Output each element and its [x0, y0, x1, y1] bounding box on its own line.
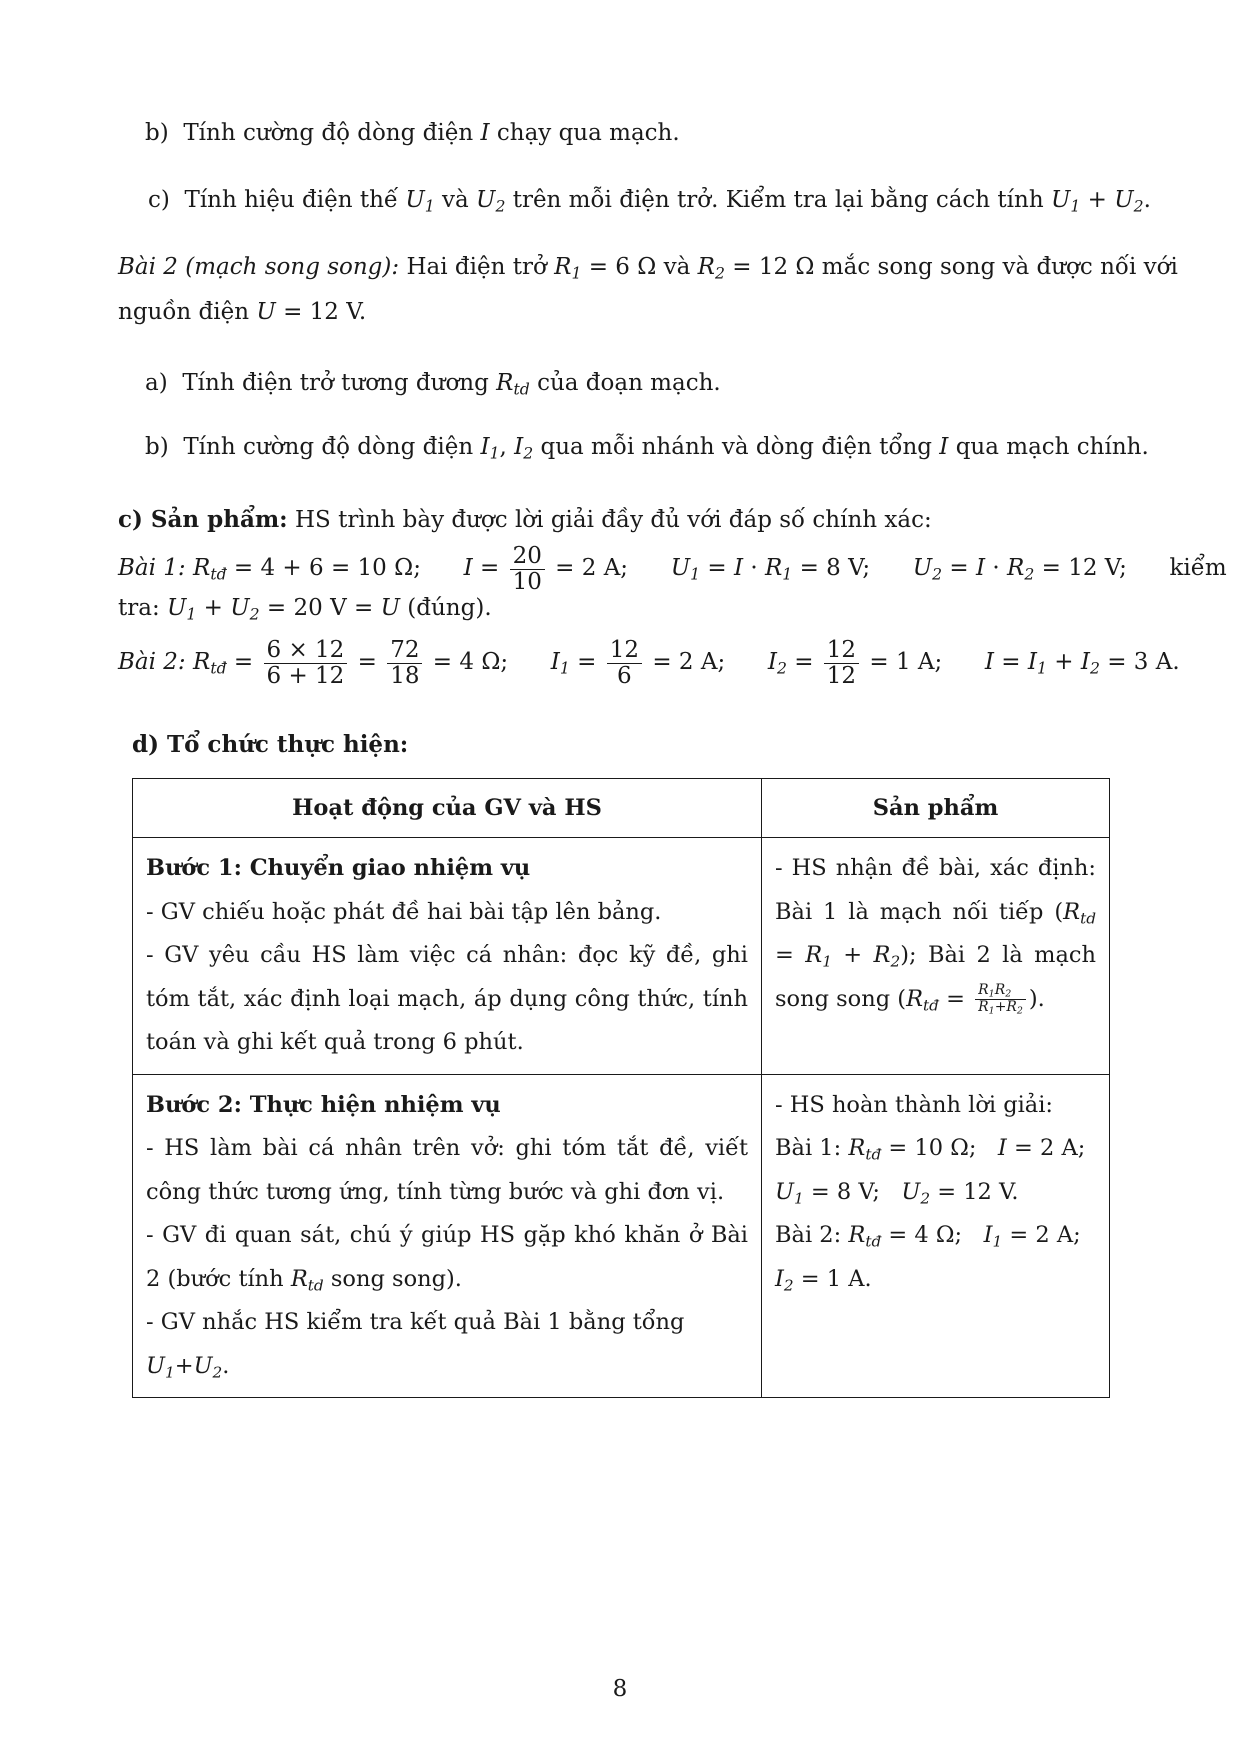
product-heading-line: [118, 505, 932, 535]
product-bai1-check-c: (đúng).: [407, 595, 492, 621]
ex2-intro-line2: nguồn điện U = 12 V.: [118, 299, 367, 325]
ex1-b-label: b): [145, 120, 169, 146]
product-bai2-rtd-res: = 4 Ω;: [432, 649, 509, 675]
product-bai1-check-b: = 20 V =: [266, 595, 374, 621]
product-bai1-u2: = 12 V;: [1041, 555, 1127, 581]
product-bai2-i1-res: = 2 A;: [652, 649, 726, 675]
product-bai1-line1: Bài 1: $R_{tđ} = 4 + 6 = 10$ Ω; I = $\frac{20}{10}$ = 2 A; $U_1 = I \cdot R_1 = 8$ V; $U_2 = I \cdot R_2 = 12$ V; kiểm: [118, 542, 1227, 595]
product-bai2-frac2: $\frac{72}{18}$: [387, 638, 422, 689]
ex2-a-text: Tính điện trở tương đương: [182, 370, 489, 396]
step2-line2-text: - GV đi quan sát, chú ý giúp HS gặp khó khăn ở Bài 2 (bước tính: [146, 1222, 748, 1292]
step2-line3-text: - GV nhắc HS kiểm tra kết quả Bài 1 bằng tổng: [146, 1309, 685, 1335]
product-bai2-frac1: $\frac{6 \times 12}{6 + 12}$: [264, 638, 348, 689]
product-bai1-check-a: tra:: [118, 595, 160, 621]
ex1-part-c: c) Tính hiệu điện thế $U_1$ và $U_2$ trên mỗi điện trở. Kiểm tra lại bằng cách tính $U_1 + U_2$.: [148, 187, 1151, 216]
step2-p-rtd1: = 10 Ω;: [888, 1135, 977, 1161]
step1-product-cell: [762, 838, 1110, 1075]
product-heading: c) Sản phẩm:: [118, 506, 288, 533]
step1-title: Bước 1: Chuyển giao nhiệm vụ: [146, 855, 531, 881]
product-bai2-i2-frac: $\frac{12}{12}$: [824, 638, 859, 689]
step1-parallel-formula: $\frac{R_1R_2}{R_1+R_2}$: [975, 983, 1026, 1016]
step2-product: - HS hoàn thành lời giải: Bài 1: $R_{tđ} = 10$ Ω; I = 2 A; $U_1 = 8$ V; $U_2 = 12$ V. Bài 2: $R_{tđ} = 4$ Ω; $I_1 = 2$ A; $I_2 = 1$ A.: [763, 1076, 1108, 1310]
ex1-b-tail: chạy qua mạch.: [496, 120, 680, 146]
product-bai1-i-fraction: $\frac{20}{10}$: [510, 544, 545, 595]
ex1-part-b: [145, 118, 680, 148]
organize-heading: d) Tổ chức thực hiện:: [132, 731, 409, 758]
product-bai2-line: Bài 2: $R_{tđ}$ = $\frac{6 \times 12}{6 + 12}$ = $\frac{72}{18}$ = 4 Ω; $I_1$ = $\frac{12}{6}$ = 2 A; $I_2$ = $\frac{12}{12}$ = 1 A; $I = I_1 + I_2 = 3$ A.: [118, 636, 1180, 689]
step1-product-a: - HS nhận đề bài, xác định: Bài 1 là mạch nối tiếp: [775, 855, 1096, 925]
step2-product-head: - HS hoàn thành lời giải:: [775, 1091, 1053, 1118]
step2-p-rtd2: = 4 Ω;: [888, 1222, 963, 1248]
ex1-c-label: c): [148, 187, 170, 213]
step2-title: Bước 2: Thực hiện nhiệm vụ: [146, 1091, 501, 1118]
ex2-part-b: b) Tính cường độ dòng điện $I_1$, $I_2$ qua mỗi nhánh và dòng điện tổng I qua mạch chính.: [145, 434, 1149, 463]
product-bai1-i-res: = 2 A;: [555, 555, 629, 581]
ex1-b-var: I: [480, 120, 490, 146]
step2-line1: - HS làm bài cá nhân trên vở: ghi tóm tắt đề, viết công thức tương ứng, tính từng bước và ghi đơn vị.: [146, 1135, 748, 1205]
step2-p-i1: = 2 A;: [1009, 1222, 1081, 1248]
product-text: HS trình bày được lời giải đầy đủ với đáp số chính xác:: [294, 507, 932, 533]
step2-p-bai2: Bài 2:: [775, 1222, 842, 1248]
step1-line2: - GV yêu cầu HS làm việc cá nhân: đọc kỹ đề, ghi tóm tắt, xác định loại mạch, áp dụng công thức, tính toán và ghi kết quả trong 6 phút.: [146, 942, 748, 1055]
step2-activity-cell: [133, 1074, 762, 1398]
product-bai1-label: Bài 1:: [118, 555, 186, 581]
ex2-intro-c: nguồn điện: [118, 299, 250, 325]
step2-line2: - GV đi quan sát, chú ý giúp HS gặp khó khăn ở Bài 2 (bước tính $R_{td}$ song song).: [146, 1222, 748, 1294]
ex2-r1: = 6 Ω: [588, 254, 657, 280]
product-bai1-line2: tra: $U_1 + U_2 = 20$ V = U (đúng).: [118, 595, 492, 624]
step2-p-i2: = 1 A.: [800, 1265, 872, 1292]
ex2-b-mid: qua mỗi nhánh và dòng điện tổng: [540, 434, 932, 460]
step1-product: - HS nhận đề bài, xác định: Bài 1 là mạch nối tiếp $(R_{td} = R_1 + R_2)$; Bài 2 là mạch song song ($R_{tđ}$ = $\frac{R_1R_2}{R_1+R_2}$ ).: [775, 855, 1097, 1017]
ex2-part-a: a) Tính điện trở tương đương $R_{td}$ của đoạn mạch.: [145, 370, 721, 399]
ex2-u: = 12 V.: [283, 299, 367, 325]
product-bai2-i2-res: = 1 A;: [869, 649, 943, 675]
ex2-intro-b: mắc song song và được nối với: [821, 254, 1178, 280]
step2-product-cell: [762, 1074, 1110, 1398]
product-bai2-i1-frac: $\frac{12}{6}$: [607, 638, 642, 689]
col1-header: Hoạt động của GV và HS: [133, 779, 762, 838]
ex2-a-tail: của đoạn mạch.: [537, 370, 721, 396]
step2-line3: - GV nhắc HS kiểm tra kết quả Bài 1 bằng tổng $U_1+U_2$.: [146, 1309, 685, 1381]
product-bai1-rtd: = 4 + 6 = 10 Ω;: [233, 555, 421, 581]
ex2-b-tail: qua mạch chính.: [955, 434, 1149, 460]
product-bai2-label: Bài 2:: [118, 649, 186, 675]
table-header-row: [133, 779, 1110, 838]
ex2-title: Bài 2 (mạch song song):: [118, 254, 400, 280]
ex2-intro-a: Hai điện trở: [406, 254, 547, 280]
col2-header: Sản phẩm: [762, 779, 1110, 838]
product-bai1-u1: = 8 V;: [799, 555, 871, 581]
step1-line1: - GV chiếu hoặc phát đề hai bài tập lên bảng.: [146, 898, 662, 925]
table-row: [133, 1074, 1110, 1398]
ex2-a-label: a): [145, 370, 168, 396]
step2-p-i: = 2 A;: [1013, 1135, 1086, 1161]
ex2-intro-line1: Bài 2 (mạch song song): Hai điện trở $R_1 = 6$ Ω và $R_2 = 12$ Ω mắc song song và được nối với: [118, 254, 1178, 283]
step2-p-u2: = 12 V.: [937, 1178, 1019, 1205]
activity-table: [132, 778, 1110, 1398]
step2-line2-tail: song song).: [330, 1265, 462, 1292]
product-bai2-i-res: = 3 A.: [1107, 649, 1180, 675]
table-row: [133, 838, 1110, 1075]
ex2-b-text: Tính cường độ dòng điện: [183, 434, 474, 460]
step1-activity-cell: [133, 838, 762, 1075]
ex1-b-text: Tính cường độ dòng điện: [183, 120, 474, 146]
step1-product-b: ; Bài 2 là mạch song song: [775, 942, 1096, 1012]
ex1-c-text: Tính hiệu điện thế: [184, 187, 399, 213]
step2-p-bai1: Bài 1:: [775, 1135, 842, 1161]
ex1-c-mid: trên mỗi điện trở. Kiểm tra lại bằng cách tính: [512, 187, 1044, 213]
step2-p-u1: = 8 V;: [810, 1178, 880, 1205]
ex2-r2: = 12 Ω: [732, 254, 815, 280]
ex1-c-and: và: [442, 187, 469, 213]
ex2-and: và: [663, 254, 691, 280]
page-number: 8: [612, 1676, 628, 1702]
ex2-b-label: b): [145, 434, 169, 460]
product-bai1-check: kiểm: [1169, 555, 1227, 581]
